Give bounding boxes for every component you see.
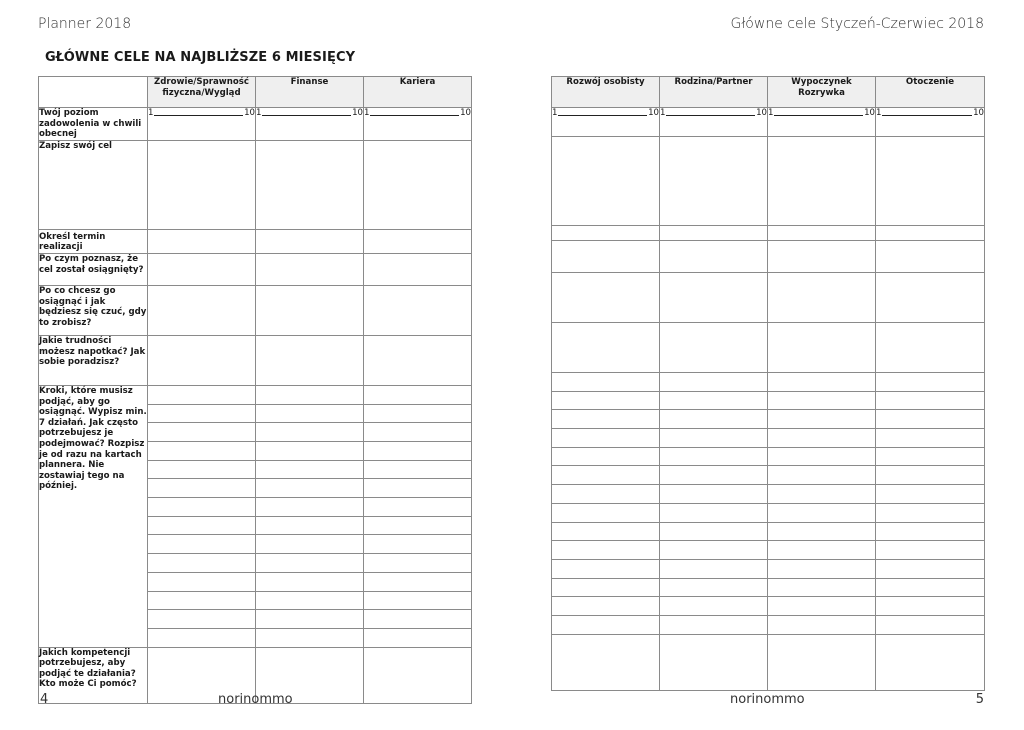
scale-min: 1	[364, 108, 370, 118]
step-line[interactable]	[256, 628, 364, 647]
step-line[interactable]	[256, 404, 364, 423]
column-header-personal-growth: Rozwój osobisty	[552, 77, 660, 108]
step-line[interactable]	[876, 541, 985, 560]
scale-min: 1	[876, 108, 882, 118]
row-label-achieved: Po czym poznasz, że cel został osiągnięty?	[39, 253, 148, 285]
row-goal	[552, 137, 985, 226]
scale-cell[interactable]	[660, 108, 768, 137]
scale-min: 1	[660, 108, 666, 118]
entry-cell[interactable]	[876, 241, 985, 273]
scale-cell[interactable]	[364, 108, 472, 141]
step-line[interactable]	[876, 373, 985, 392]
step-line[interactable]	[768, 447, 876, 466]
scale-max: 10	[352, 108, 363, 118]
entry-cell[interactable]	[660, 323, 768, 373]
entry-cell[interactable]	[876, 273, 985, 323]
step-line[interactable]	[768, 522, 876, 541]
step-line[interactable]	[148, 460, 256, 479]
entry-cell[interactable]	[148, 335, 256, 385]
step-line[interactable]	[768, 373, 876, 392]
step-line[interactable]	[552, 447, 660, 466]
entry-cell[interactable]	[256, 229, 364, 253]
row-steps	[552, 466, 985, 485]
step-line[interactable]	[660, 615, 768, 634]
entry-cell[interactable]	[148, 140, 256, 229]
row-steps	[552, 429, 985, 448]
entry-cell[interactable]	[660, 137, 768, 226]
entry-cell[interactable]	[364, 285, 472, 335]
row-why	[552, 273, 985, 323]
entry-cell[interactable]	[768, 273, 876, 323]
column-header-health: Zdrowie/Sprawność fizyczna/Wygląd	[148, 77, 256, 108]
step-line[interactable]	[364, 460, 472, 479]
step-line[interactable]	[148, 591, 256, 610]
step-line[interactable]	[148, 628, 256, 647]
step-line[interactable]	[256, 385, 364, 404]
step-line[interactable]	[148, 404, 256, 423]
step-line[interactable]	[552, 410, 660, 429]
step-line[interactable]	[660, 541, 768, 560]
step-line[interactable]	[148, 554, 256, 573]
step-line[interactable]	[256, 610, 364, 629]
step-line[interactable]	[768, 559, 876, 578]
step-line[interactable]	[148, 385, 256, 404]
header-row	[552, 77, 985, 108]
step-line[interactable]	[768, 429, 876, 448]
entry-cell[interactable]	[876, 226, 985, 241]
step-line[interactable]	[256, 535, 364, 554]
step-line[interactable]	[876, 522, 985, 541]
step-line[interactable]	[552, 541, 660, 560]
step-line[interactable]	[364, 591, 472, 610]
step-line[interactable]	[876, 391, 985, 410]
step-line[interactable]	[148, 572, 256, 591]
step-line[interactable]	[660, 391, 768, 410]
scale-min: 1	[256, 108, 262, 118]
column-header-surroundings: Otoczenie	[876, 77, 985, 108]
row-steps	[552, 522, 985, 541]
step-line[interactable]	[552, 466, 660, 485]
row-why	[39, 285, 472, 335]
step-line[interactable]	[660, 597, 768, 616]
entry-cell[interactable]	[256, 253, 364, 285]
entry-cell[interactable]	[256, 140, 364, 229]
step-line[interactable]	[768, 391, 876, 410]
step-line[interactable]	[364, 516, 472, 535]
entry-cell[interactable]	[256, 335, 364, 385]
step-line[interactable]	[768, 597, 876, 616]
entry-cell[interactable]	[256, 285, 364, 335]
row-label-deadline: Określ termin realizacji	[39, 229, 148, 253]
entry-cell[interactable]	[148, 285, 256, 335]
step-line[interactable]	[876, 559, 985, 578]
step-line[interactable]	[876, 410, 985, 429]
row-achieved	[552, 241, 985, 273]
step-line[interactable]	[552, 597, 660, 616]
step-line[interactable]	[876, 597, 985, 616]
entry-cell[interactable]	[552, 241, 660, 273]
row-steps	[552, 615, 985, 634]
row-label-why: Po co chcesz go osiągnąć i jak będziesz się czuć, gdy to zrobisz?	[39, 285, 148, 335]
step-line[interactable]	[876, 485, 985, 504]
step-line[interactable]	[552, 578, 660, 597]
step-line[interactable]	[364, 610, 472, 629]
entry-cell[interactable]	[552, 323, 660, 373]
brand-footer-right: norinommo	[730, 692, 805, 707]
step-line[interactable]	[148, 442, 256, 461]
entry-cell[interactable]	[364, 140, 472, 229]
scale-cell[interactable]	[148, 108, 256, 141]
step-line[interactable]	[552, 429, 660, 448]
step-line[interactable]	[552, 373, 660, 392]
entry-cell[interactable]	[364, 253, 472, 285]
step-line[interactable]	[876, 429, 985, 448]
step-line[interactable]	[256, 479, 364, 498]
step-line[interactable]	[256, 516, 364, 535]
step-line[interactable]	[552, 391, 660, 410]
row-label-competences: Jakich kompetencji potrzebujesz, aby podjąć te działania? Kto może Ci pomóc?	[39, 647, 148, 703]
entry-cell[interactable]	[552, 226, 660, 241]
scale-line	[154, 114, 243, 116]
header-blank-cell	[39, 77, 148, 108]
row-label-goal: Zapisz swój cel	[39, 140, 148, 229]
entry-cell[interactable]	[364, 335, 472, 385]
step-line[interactable]	[768, 503, 876, 522]
entry-cell[interactable]	[660, 273, 768, 323]
step-line[interactable]	[876, 503, 985, 522]
row-steps	[552, 447, 985, 466]
row-steps	[552, 373, 985, 392]
step-line[interactable]	[660, 410, 768, 429]
step-line[interactable]	[148, 498, 256, 517]
step-line[interactable]	[148, 610, 256, 629]
step-line[interactable]	[660, 559, 768, 578]
entry-cell[interactable]	[148, 253, 256, 285]
scale-max: 10	[973, 108, 984, 118]
row-steps	[39, 385, 472, 404]
step-line[interactable]	[876, 466, 985, 485]
row-label-steps: Kroki, które musisz podjąć, aby go osiągnąć. Wypisz min. 7 działań. Jak często potrzebujesz je podejmować? Rozpisz je od razu na kartach plannera. Nie zostawiaj tego na później.	[39, 385, 148, 647]
scale-line	[262, 114, 351, 116]
step-line[interactable]	[768, 615, 876, 634]
step-line[interactable]	[660, 485, 768, 504]
scale-max: 10	[460, 108, 471, 118]
entry-cell[interactable]	[768, 323, 876, 373]
column-header-family: Rodzina/Partner	[660, 77, 768, 108]
row-steps	[552, 485, 985, 504]
step-line[interactable]	[552, 615, 660, 634]
step-line[interactable]	[364, 404, 472, 423]
step-line[interactable]	[364, 442, 472, 461]
step-line[interactable]	[364, 535, 472, 554]
page-number-right: 5	[975, 692, 984, 707]
row-achieved	[39, 253, 472, 285]
row-steps	[552, 410, 985, 429]
right-goals-table	[551, 76, 985, 691]
page-subtitle: Główne cele Styczeń-Czerwiec 2018	[730, 16, 984, 32]
row-label-difficulties: Jakie trudności możesz napotkać? Jak sobie poradzisz?	[39, 335, 148, 385]
scale-max: 10	[648, 108, 659, 118]
scale-cell[interactable]	[876, 108, 985, 137]
row-steps	[552, 391, 985, 410]
step-line[interactable]	[148, 479, 256, 498]
step-line[interactable]	[364, 572, 472, 591]
row-steps	[552, 503, 985, 522]
entry-cell[interactable]	[552, 634, 660, 690]
step-line[interactable]	[148, 423, 256, 442]
step-line[interactable]	[552, 522, 660, 541]
row-level	[552, 108, 985, 137]
entry-cell[interactable]	[876, 137, 985, 226]
row-deadline	[552, 226, 985, 241]
step-line[interactable]	[768, 578, 876, 597]
step-line[interactable]	[256, 591, 364, 610]
left-goals-table	[38, 76, 472, 704]
row-level	[39, 108, 472, 141]
entry-cell[interactable]	[660, 634, 768, 690]
step-line[interactable]	[876, 447, 985, 466]
step-line[interactable]	[364, 628, 472, 647]
page-number-left: 4	[40, 692, 49, 707]
row-steps	[552, 559, 985, 578]
column-header-finance: Finanse	[256, 77, 364, 108]
scale-max: 10	[756, 108, 767, 118]
step-line[interactable]	[768, 410, 876, 429]
step-line[interactable]	[256, 423, 364, 442]
row-goal	[39, 140, 472, 229]
step-line[interactable]	[364, 554, 472, 573]
step-line[interactable]	[552, 503, 660, 522]
scale-line	[370, 114, 459, 116]
scale-cell[interactable]	[256, 108, 364, 141]
scale-min: 1	[768, 108, 774, 118]
step-line[interactable]	[660, 429, 768, 448]
row-steps	[552, 541, 985, 560]
entry-cell[interactable]	[364, 229, 472, 253]
step-line[interactable]	[256, 554, 364, 573]
step-line[interactable]	[876, 578, 985, 597]
step-line[interactable]	[768, 466, 876, 485]
entry-cell[interactable]	[768, 634, 876, 690]
row-competences	[552, 634, 985, 690]
step-line[interactable]	[256, 442, 364, 461]
step-line[interactable]	[876, 615, 985, 634]
row-steps	[552, 578, 985, 597]
entry-cell[interactable]	[660, 226, 768, 241]
step-line[interactable]	[364, 385, 472, 404]
scale-line	[558, 114, 647, 116]
scale-max: 10	[244, 108, 255, 118]
entry-cell[interactable]	[364, 647, 472, 703]
entry-cell[interactable]	[876, 323, 985, 373]
step-line[interactable]	[552, 485, 660, 504]
step-line[interactable]	[768, 485, 876, 504]
step-line[interactable]	[660, 578, 768, 597]
step-line[interactable]	[256, 572, 364, 591]
entry-cell[interactable]	[552, 137, 660, 226]
step-line[interactable]	[148, 535, 256, 554]
entry-cell[interactable]	[768, 226, 876, 241]
step-line[interactable]	[660, 373, 768, 392]
step-line[interactable]	[660, 522, 768, 541]
scale-cell[interactable]	[552, 108, 660, 137]
section-title: GŁÓWNE CELE NA NAJBLIŻSZE 6 MIESIĘCY	[45, 50, 356, 65]
brand-footer-left: norinommo	[218, 692, 293, 707]
step-line[interactable]	[364, 479, 472, 498]
row-deadline	[39, 229, 472, 253]
header-row	[39, 77, 472, 108]
entry-cell[interactable]	[148, 229, 256, 253]
step-line[interactable]	[256, 498, 364, 517]
row-label-level: Twój poziom zadowolenia w chwili obecnej	[39, 108, 148, 141]
column-header-leisure: Wypoczynek Rozrywka	[768, 77, 876, 108]
step-line[interactable]	[148, 516, 256, 535]
entry-cell[interactable]	[876, 634, 985, 690]
step-line[interactable]	[364, 423, 472, 442]
scale-line	[882, 114, 972, 116]
column-header-career: Kariera	[364, 77, 472, 108]
step-line[interactable]	[660, 466, 768, 485]
step-line[interactable]	[660, 503, 768, 522]
scale-cell[interactable]	[768, 108, 876, 137]
planner-title: Planner 2018	[38, 16, 132, 32]
step-line[interactable]	[552, 559, 660, 578]
scale-min: 1	[552, 108, 558, 118]
step-line[interactable]	[768, 541, 876, 560]
scale-line	[774, 114, 863, 116]
scale-min: 1	[148, 108, 154, 118]
row-steps	[552, 597, 985, 616]
scale-max: 10	[864, 108, 875, 118]
entry-cell[interactable]	[768, 241, 876, 273]
step-line[interactable]	[256, 460, 364, 479]
row-difficulties	[39, 335, 472, 385]
entry-cell[interactable]	[768, 137, 876, 226]
entry-cell[interactable]	[660, 241, 768, 273]
step-line[interactable]	[660, 447, 768, 466]
scale-line	[666, 114, 755, 116]
row-difficulties	[552, 323, 985, 373]
step-line[interactable]	[364, 498, 472, 517]
entry-cell[interactable]	[552, 273, 660, 323]
